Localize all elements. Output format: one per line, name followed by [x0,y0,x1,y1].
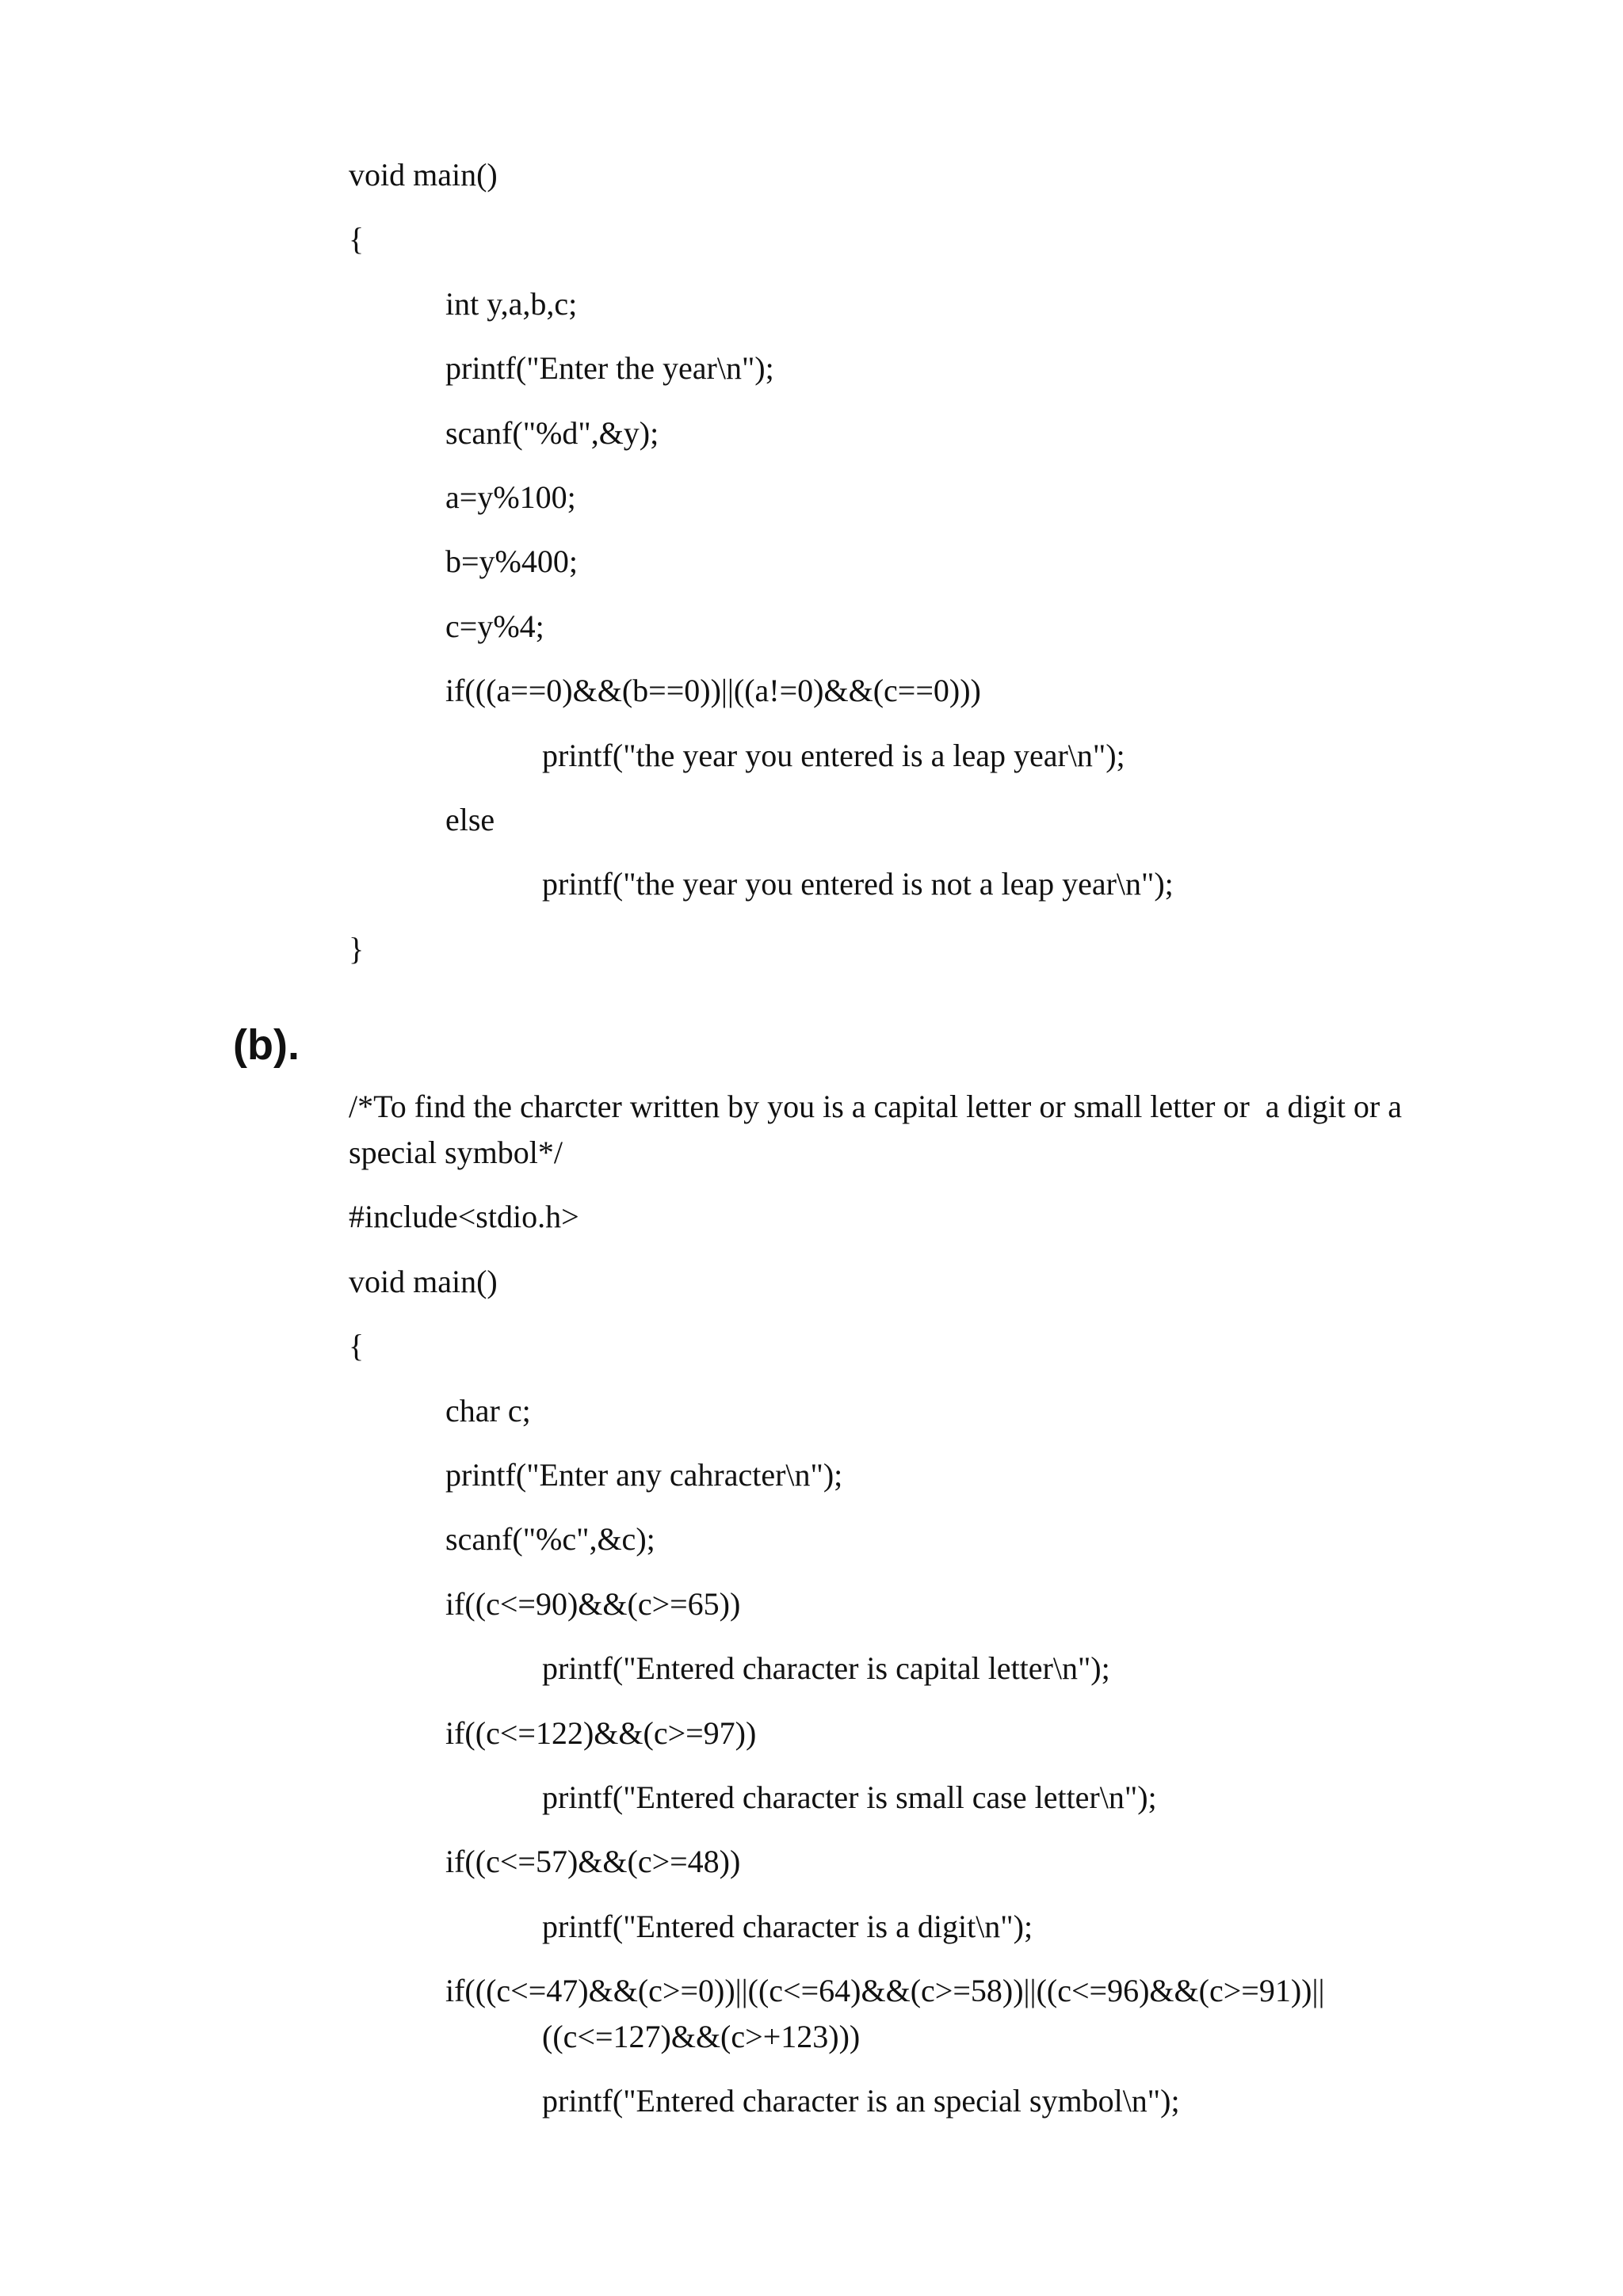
code-line: printf("Entered character is a digit\n"); [542,1909,1033,1944]
code-line: printf("Entered character is small case letter\n"); [542,1779,1157,1815]
comment-line: /*To find the charcter written by you is a capital letter or small letter or a digit or a [349,1089,1402,1124]
code-line: ((c<=127)&&(c>+123))) [542,2019,861,2054]
code-line: if((c<=90)&&(c>=65)) [445,1586,741,1622]
section-heading: (b). [233,1021,300,1069]
code-line: scanf("%d",&y); [445,415,659,451]
code-line: a=y%100; [445,479,576,515]
code-line: #include<stdio.h> [349,1199,579,1234]
code-line: void main() [349,1264,498,1299]
code-line: int y,a,b,c; [445,286,578,322]
code-line: if(((a==0)&&(b==0))||((a!=0)&&(c==0))) [445,673,981,708]
code-line: { [349,221,365,257]
code-line: { [349,1328,365,1363]
code-line: b=y%400; [445,543,578,579]
code-line: if((c<=57)&&(c>=48)) [445,1844,741,1879]
code-line: if(((c<=47)&&(c>=0))||((c<=64)&&(c>=58))||((c<=96)&&(c>=91))|| [445,1973,1325,2008]
code-line: printf("Entered character is an special symbol\n"); [542,2083,1180,2119]
code-line: printf("the year you entered is not a leap year\n"); [542,866,1174,902]
code-line: void main() [349,157,498,193]
comment-line: special symbol*/ [349,1135,563,1170]
code-line: printf("Enter the year\n"); [445,350,774,386]
code-line: if((c<=122)&&(c>=97)) [445,1715,757,1751]
code-line: printf("Enter any cahracter\n"); [445,1457,843,1493]
code-line: scanf("%c",&c); [445,1521,655,1557]
code-line: } [349,931,365,967]
code-line: printf("the year you entered is a leap year\n"); [542,738,1125,773]
code-line: else [445,802,495,837]
code-line: printf("Entered character is capital letter\n"); [542,1650,1110,1686]
code-line: char c; [445,1393,531,1428]
code-line: c=y%4; [445,608,544,644]
